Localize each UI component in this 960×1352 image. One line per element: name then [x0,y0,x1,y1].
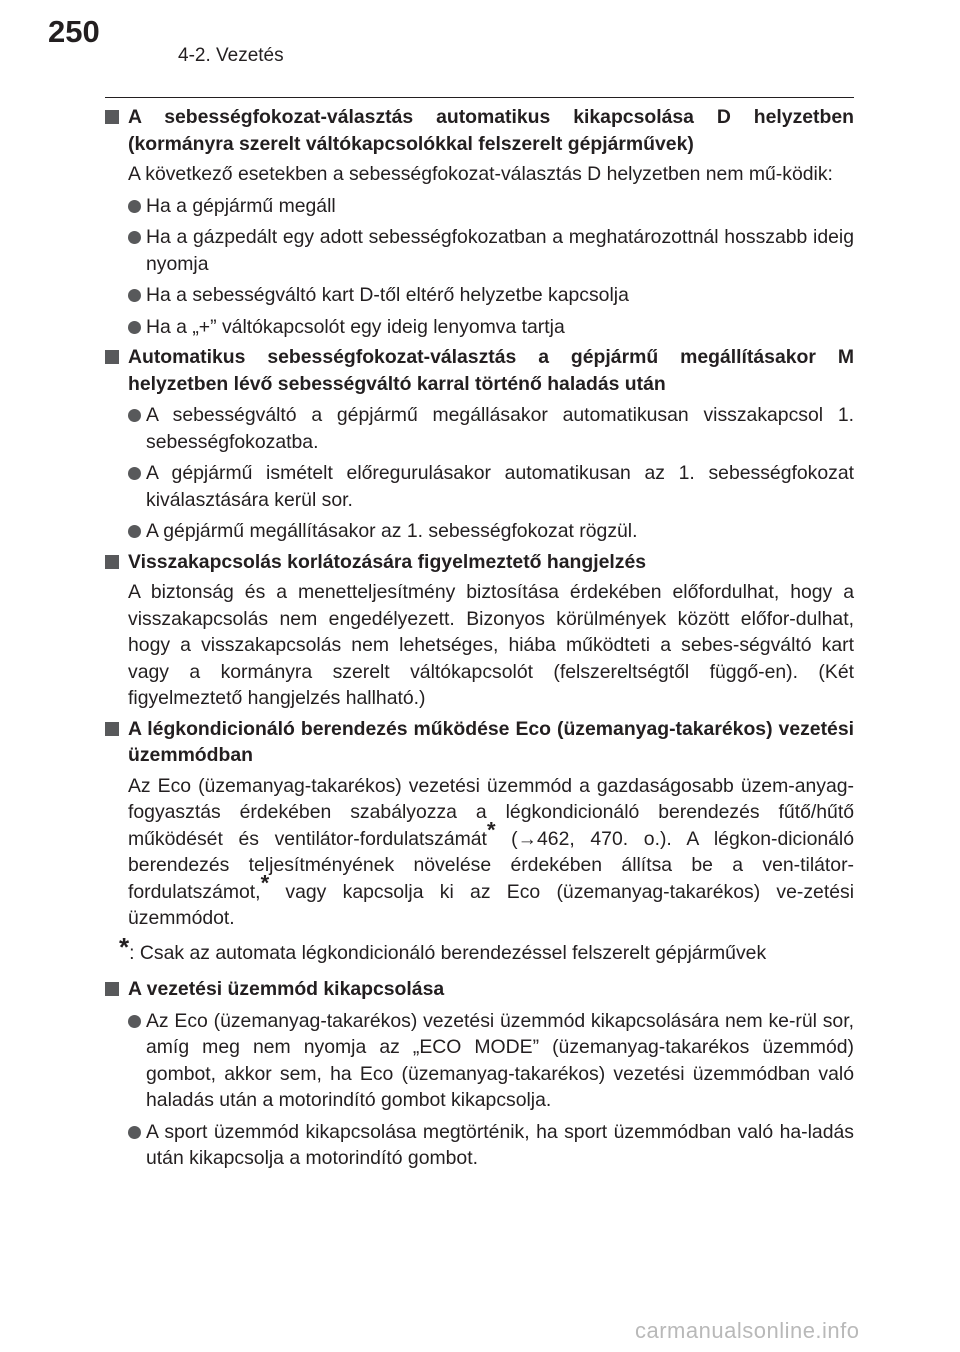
section-heading [105,976,854,1003]
circle-bullet-icon [128,231,141,244]
square-bullet-icon [105,722,119,736]
page-content [105,104,854,1172]
section-heading [105,549,854,576]
paragraph [105,773,854,932]
list-item [105,460,854,513]
list-item-text: A gépjármű megállításakor az 1. sebességfokozat rögzül. [146,520,638,542]
watermark-logo: carmanualsonline.info [635,1318,860,1343]
paragraph-text: vagy kapcsolja ki az Eco (üzemanyag-takarékos) ve-zetési üzemmódot. [128,880,855,929]
heading-text: A sebességfokozat-választás automatikus kikapcsolása D helyzetben (kormányra szerelt váltókapcsolókkal felszerelt gépjárművek) [128,106,854,155]
circle-bullet-icon [128,289,141,302]
list-item-text: Ha a „+” váltókapcsolót egy ideig lenyomva tartja [146,315,565,338]
list-item [105,1119,854,1172]
heading-text: Visszakapcsolás korlátozására figyelmeztető hangjelzés [128,550,647,573]
header-rule [105,97,854,98]
paragraph: A következő esetekben a sebességfokozat-választás D helyzetben nem mű-ködik: [128,163,833,185]
list-item [105,402,854,455]
paragraph-text: 462, 470. o.). A légkon-dicionáló berendezés teljesítményének növelése érdekében állítsa be a ven-tilátor-fordulatszámot, [128,827,855,903]
heading-text: A légkondicionáló berendezés működése Eco (üzemanyag-takarékos) vezetési üzemmódban [128,717,854,766]
circle-bullet-icon [128,321,141,334]
section-heading [105,104,854,157]
list-item-text: A sport üzemmód kikapcsolása megtörténik, ha sport üzemmódban való ha-ladás után kikapcsolja a motorindító gombot. [146,1120,854,1169]
list-item-text: Az Eco (üzemanyag-takarékos) vezetési üzemmód kikapcsolására nem ke-rül sor, amíg meg nem nyomja az „ECO MODE” (üzemanyag-takarékos üzemmód) gombot, akkor sem, ha Eco (üzemanyag-takarékos) vezetési üzemmódban való haladás után a motorindító gombot kikapcsolja. [146,1009,854,1111]
heading-text: Automatikus sebességfokozat-választás a gépjármű megállításakor M helyzetben lévő sebességváltó karral történő haladás után [128,346,854,395]
list-item-text: Ha a gázpedált egy adott sebességfokozatban a meghatározottnál hosszabb ideig nyomja [146,226,854,275]
footnote-marker: * [260,870,270,896]
section-title: 4-2. Vezetés [178,45,284,66]
circle-bullet-icon [128,1015,141,1028]
circle-bullet-icon [128,200,141,213]
arrow-icon: → [517,827,538,850]
list-item-text: A gépjármű ismételt előregurulásakor automatikusan az 1. sebességfokozat kiválasztására kerül sor. [146,462,854,511]
circle-bullet-icon [128,1126,141,1139]
open-paren: ( [511,827,518,850]
square-bullet-icon [105,350,119,364]
footnote-text: : Csak az automata légkondicionáló berendezéssel felszerelt gépjárművek [129,941,767,964]
footnote-marker: * [486,817,496,843]
page-number: 250 [48,14,100,49]
list-item-text: Ha a sebességváltó kart D-től eltérő helyzetbe kapcsolja [146,284,629,306]
footnote-marker: * [119,931,130,962]
list-item-text: A sebességváltó a gépjármű megállásakor automatikusan visszakapcsol 1. sebességfokozatba. [146,404,854,453]
square-bullet-icon [105,110,119,124]
paragraph: A biztonság és a menetteljesítmény biztosítása érdekében előfordulhat, hogy a visszakapcsolás nem engedélyezett. Bizonyos körülmények között előfor-dulhat, hogy a visszakapcsolás nem lehetséges, hiába működteti a sebes-ségváltó kart vagy a kormányra szerelt váltókapcsolót (felszereltségtől függő-en). (Két figyelmeztető hangjelzés hallható.) [128,581,854,709]
list-item [105,193,854,220]
section-heading [105,344,854,397]
circle-bullet-icon [128,409,141,422]
section-heading [105,716,854,769]
list-item [105,314,854,341]
circle-bullet-icon [128,467,141,480]
list-item [105,224,854,277]
list-item [105,518,854,545]
list-item [105,282,854,309]
list-item [105,1008,854,1114]
paragraph-text: Az Eco (üzemanyag-takarékos) vezetési üzemmód a gazdaságosabb üzem-anyag-fogyasztás érdekében szabályozza a légkondicionáló berendezés fűtő/hűtő működését és ventilátor-fordulatszámát [128,774,854,850]
footnote [105,931,854,967]
square-bullet-icon [105,555,119,569]
circle-bullet-icon [128,525,141,538]
square-bullet-icon [105,982,119,996]
list-item-text: Ha a gépjármű megáll [146,194,336,217]
heading-text: A vezetési üzemmód kikapcsolása [128,978,445,1000]
